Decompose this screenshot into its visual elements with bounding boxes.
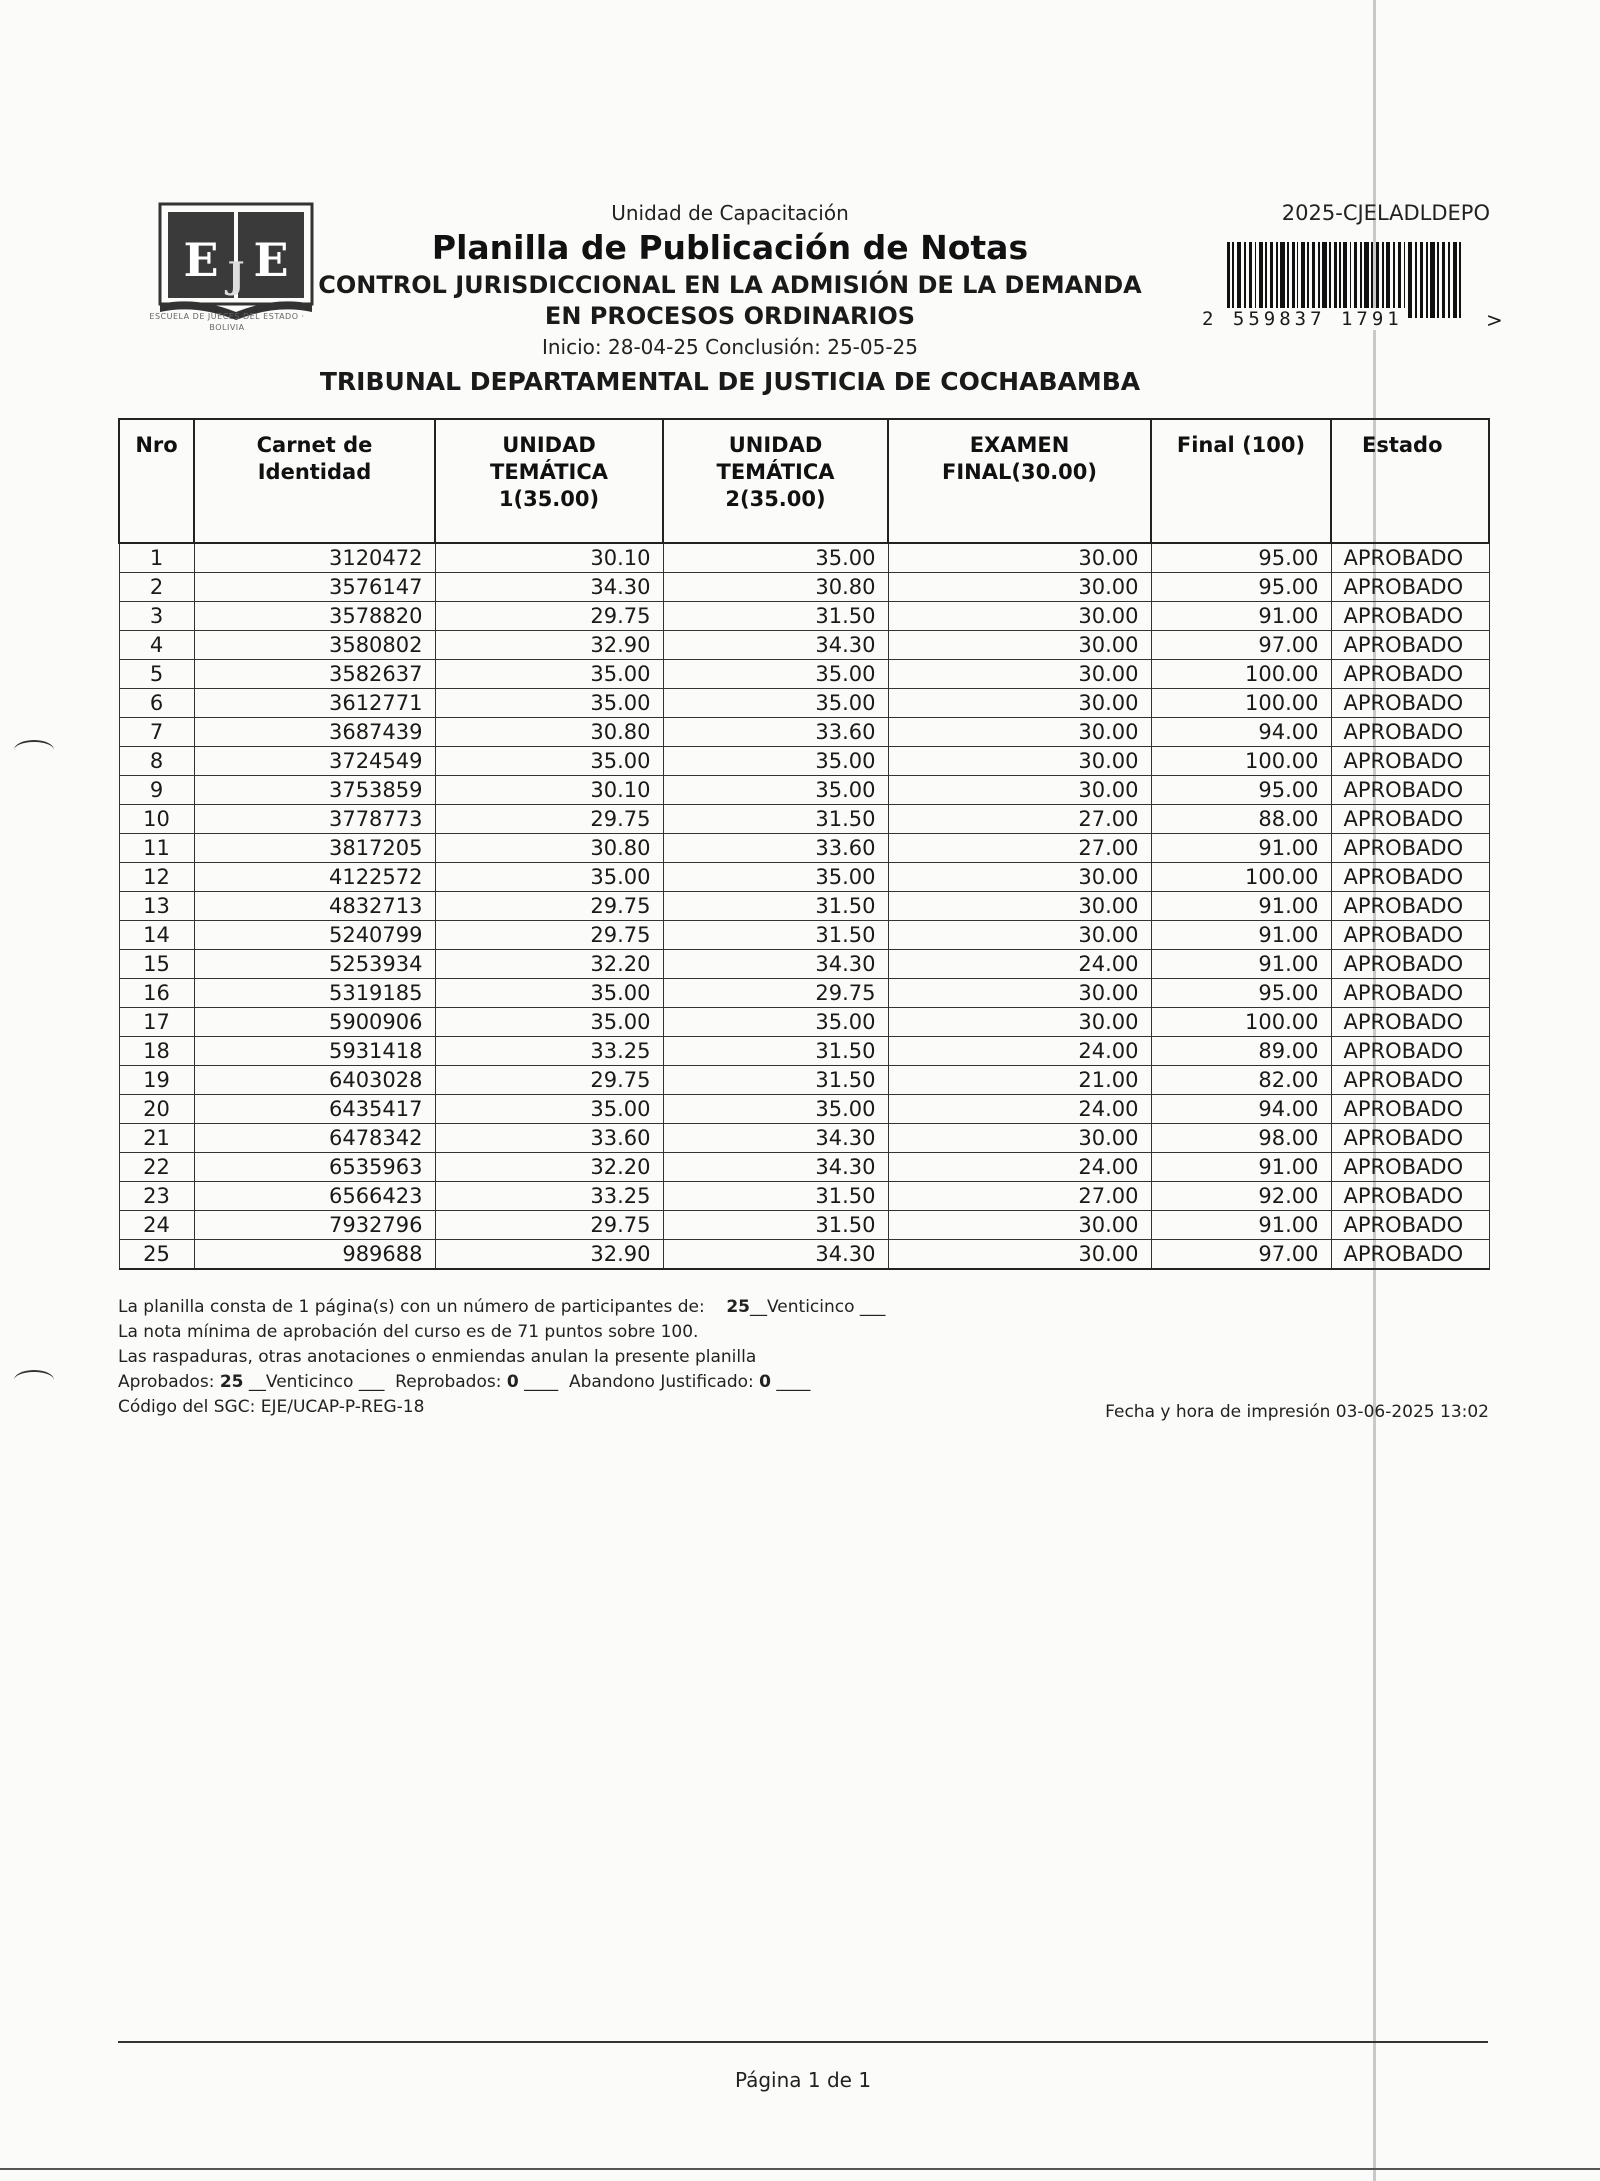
cell-unidad-tematica-2: 35.00: [663, 863, 888, 892]
cell-nro: 3: [119, 602, 194, 631]
cell-examen-final: 30.00: [888, 543, 1151, 573]
column-header-final: Final (100): [1151, 419, 1331, 543]
cell-unidad-tematica-2: 31.50: [663, 1182, 888, 1211]
cell-unidad-tematica-2: 31.50: [663, 1211, 888, 1240]
cell-carnet: 6403028: [194, 1066, 435, 1095]
cell-nro: 12: [119, 863, 194, 892]
cell-unidad-tematica-1: 35.00: [435, 863, 663, 892]
table-row: [119, 979, 1489, 1008]
cell-examen-final: 30.00: [888, 631, 1151, 660]
reprobados-label: Reprobados:: [395, 1372, 502, 1392]
cell-estado: APROBADO: [1331, 1066, 1489, 1095]
cell-unidad-tematica-1: 33.25: [435, 1182, 663, 1211]
cell-nro: 24: [119, 1211, 194, 1240]
cell-unidad-tematica-2: 31.50: [663, 1066, 888, 1095]
cell-unidad-tematica-1: 29.75: [435, 1066, 663, 1095]
cell-estado: APROBADO: [1331, 1182, 1489, 1211]
cell-nro: 5: [119, 660, 194, 689]
cell-examen-final: 27.00: [888, 1182, 1151, 1211]
table-row: [119, 602, 1489, 631]
cell-examen-final: 30.00: [888, 892, 1151, 921]
cell-estado: APROBADO: [1331, 543, 1489, 573]
cell-carnet: 6478342: [194, 1124, 435, 1153]
cell-final: 98.00: [1151, 1124, 1331, 1153]
cell-unidad-tematica-2: 35.00: [663, 747, 888, 776]
cell-carnet: 3753859: [194, 776, 435, 805]
table-row: [119, 1095, 1489, 1124]
cell-estado: APROBADO: [1331, 1153, 1489, 1182]
table-row: [119, 1008, 1489, 1037]
table-row: [119, 631, 1489, 660]
cell-unidad-tematica-2: 34.30: [663, 950, 888, 979]
cell-unidad-tematica-1: 35.00: [435, 747, 663, 776]
cell-carnet: 3120472: [194, 543, 435, 573]
cell-carnet: 3724549: [194, 747, 435, 776]
cell-estado: APROBADO: [1331, 979, 1489, 1008]
cell-final: 100.00: [1151, 689, 1331, 718]
cell-unidad-tematica-1: 32.90: [435, 1240, 663, 1270]
cell-unidad-tematica-1: 32.20: [435, 1153, 663, 1182]
cell-carnet: 6535963: [194, 1153, 435, 1182]
cell-estado: APROBADO: [1331, 1095, 1489, 1124]
participants-count-words: __Venticinco ___: [750, 1297, 886, 1317]
cell-final: 91.00: [1151, 950, 1331, 979]
cell-carnet: 3817205: [194, 834, 435, 863]
cell-examen-final: 24.00: [888, 1153, 1151, 1182]
cell-carnet: 3582637: [194, 660, 435, 689]
course-dates: Inicio: 28-04-25 Conclusión: 25-05-25: [541, 335, 919, 359]
cell-carnet: 5931418: [194, 1037, 435, 1066]
cell-carnet: 5900906: [194, 1008, 435, 1037]
cell-nro: 25: [119, 1240, 194, 1270]
cell-nro: 10: [119, 805, 194, 834]
cell-unidad-tematica-2: 31.50: [663, 602, 888, 631]
page-number: Página 1 de 1: [734, 2068, 872, 2092]
cell-unidad-tematica-1: 34.30: [435, 573, 663, 602]
column-header-examen-final: EXAMEN FINAL(30.00): [888, 419, 1151, 543]
cell-carnet: 7932796: [194, 1211, 435, 1240]
unit-name: Unidad de Capacitación: [611, 201, 849, 225]
table-row: [119, 1066, 1489, 1095]
grades-table-body: [119, 543, 1489, 1269]
cell-unidad-tematica-2: 34.30: [663, 1124, 888, 1153]
cell-nro: 13: [119, 892, 194, 921]
aprobados-label: Aprobados:: [118, 1372, 215, 1392]
cell-final: 91.00: [1151, 892, 1331, 921]
cell-examen-final: 30.00: [888, 921, 1151, 950]
cell-estado: APROBADO: [1331, 602, 1489, 631]
cell-final: 94.00: [1151, 1095, 1331, 1124]
cell-estado: APROBADO: [1331, 573, 1489, 602]
cell-estado: APROBADO: [1331, 921, 1489, 950]
cell-nro: 11: [119, 834, 194, 863]
cell-unidad-tematica-2: 31.50: [663, 1037, 888, 1066]
table-row: [119, 863, 1489, 892]
cell-examen-final: 30.00: [888, 689, 1151, 718]
cell-final: 91.00: [1151, 602, 1331, 631]
course-title-line-1: CONTROL JURISDICCIONAL EN LA ADMISIÓN DE LA DEMANDA: [318, 271, 1142, 299]
cell-unidad-tematica-2: 35.00: [663, 776, 888, 805]
cell-unidad-tematica-2: 35.00: [663, 1008, 888, 1037]
cell-estado: APROBADO: [1331, 776, 1489, 805]
table-row: [119, 1124, 1489, 1153]
table-row: [119, 1240, 1489, 1270]
cell-unidad-tematica-2: 33.60: [663, 718, 888, 747]
cell-examen-final: 24.00: [888, 1037, 1151, 1066]
sgc-code: Código del SGC: EJE/UCAP-P-REG-18: [118, 1397, 425, 1417]
cell-final: 94.00: [1151, 718, 1331, 747]
cell-nro: 23: [119, 1182, 194, 1211]
cell-examen-final: 30.00: [888, 979, 1151, 1008]
cell-unidad-tematica-1: 29.75: [435, 805, 663, 834]
cell-nro: 18: [119, 1037, 194, 1066]
cell-final: 89.00: [1151, 1037, 1331, 1066]
cell-nro: 17: [119, 1008, 194, 1037]
cell-unidad-tematica-1: 30.80: [435, 718, 663, 747]
cell-examen-final: 30.00: [888, 863, 1151, 892]
cell-carnet: 3580802: [194, 631, 435, 660]
cell-estado: APROBADO: [1331, 1240, 1489, 1270]
logo-letter-e1: E: [183, 233, 219, 287]
cell-unidad-tematica-2: 29.75: [663, 979, 888, 1008]
table-row: [119, 1182, 1489, 1211]
cell-unidad-tematica-1: 29.75: [435, 892, 663, 921]
cell-examen-final: 30.00: [888, 573, 1151, 602]
cell-estado: APROBADO: [1331, 1124, 1489, 1153]
cell-carnet: 6435417: [194, 1095, 435, 1124]
cell-nro: 1: [119, 543, 194, 573]
table-row: [119, 921, 1489, 950]
cell-carnet: 3778773: [194, 805, 435, 834]
results-summary: [118, 1372, 810, 1392]
cell-carnet: 3612771: [194, 689, 435, 718]
cell-estado: APROBADO: [1331, 689, 1489, 718]
cell-unidad-tematica-2: 34.30: [663, 1153, 888, 1182]
cell-examen-final: 24.00: [888, 1095, 1151, 1124]
cell-examen-final: 21.00: [888, 1066, 1151, 1095]
cell-examen-final: 27.00: [888, 834, 1151, 863]
cell-unidad-tematica-1: 33.25: [435, 1037, 663, 1066]
cell-unidad-tematica-1: 35.00: [435, 1008, 663, 1037]
cell-estado: APROBADO: [1331, 747, 1489, 776]
cell-nro: 7: [119, 718, 194, 747]
table-header-row: [119, 419, 1489, 543]
table-row: [119, 543, 1489, 573]
erasures-note: Las raspaduras, otras anotaciones o enmiendas anulan la presente planilla: [118, 1347, 757, 1367]
column-header-unidad-tematica-1: UNIDAD TEMÁTICA 1(35.00): [435, 419, 663, 543]
cell-carnet: 5319185: [194, 979, 435, 1008]
cell-nro: 2: [119, 573, 194, 602]
participants-note: [118, 1297, 885, 1317]
abandono-value: 0: [759, 1372, 771, 1392]
cell-examen-final: 30.00: [888, 1124, 1151, 1153]
cell-estado: APROBADO: [1331, 950, 1489, 979]
cell-examen-final: 24.00: [888, 950, 1151, 979]
cell-final: 82.00: [1151, 1066, 1331, 1095]
cell-nro: 15: [119, 950, 194, 979]
cell-examen-final: 30.00: [888, 1211, 1151, 1240]
cell-unidad-tematica-1: 35.00: [435, 979, 663, 1008]
barcode-arrow: >: [1486, 308, 1503, 332]
cell-unidad-tematica-2: 35.00: [663, 660, 888, 689]
cell-examen-final: 30.00: [888, 660, 1151, 689]
table-row: [119, 718, 1489, 747]
table-row: [119, 1211, 1489, 1240]
cell-carnet: 989688: [194, 1240, 435, 1270]
cell-estado: APROBADO: [1331, 834, 1489, 863]
cell-nro: 21: [119, 1124, 194, 1153]
cell-final: 100.00: [1151, 660, 1331, 689]
cell-estado: APROBADO: [1331, 805, 1489, 834]
cell-unidad-tematica-1: 29.75: [435, 1211, 663, 1240]
cell-final: 88.00: [1151, 805, 1331, 834]
tribunal-name: TRIBUNAL DEPARTAMENTAL DE JUSTICIA DE COCHABAMBA: [319, 367, 1141, 396]
cell-unidad-tematica-2: 34.30: [663, 631, 888, 660]
cell-unidad-tematica-2: 35.00: [663, 543, 888, 573]
cell-unidad-tematica-1: 29.75: [435, 921, 663, 950]
table-row: [119, 805, 1489, 834]
minimum-grade-note: La nota mínima de aprobación del curso es de 71 puntos sobre 100.: [118, 1322, 699, 1342]
cell-unidad-tematica-1: 35.00: [435, 1095, 663, 1124]
footer-divider: [118, 2041, 1488, 2043]
cell-unidad-tematica-1: 35.00: [435, 660, 663, 689]
table-row: [119, 950, 1489, 979]
table-row: [119, 689, 1489, 718]
cell-unidad-tematica-2: 31.50: [663, 892, 888, 921]
reprobados-value: 0: [506, 1372, 519, 1392]
cell-nro: 22: [119, 1153, 194, 1182]
cell-nro: 6: [119, 689, 194, 718]
cell-examen-final: 30.00: [888, 718, 1151, 747]
table-row: [119, 1153, 1489, 1182]
abandono-label: Abandono Justificado:: [568, 1372, 754, 1392]
cell-final: 100.00: [1151, 747, 1331, 776]
cell-final: 97.00: [1151, 1240, 1331, 1270]
cell-final: 95.00: [1151, 776, 1331, 805]
cell-carnet: 3576147: [194, 573, 435, 602]
table-row: [119, 776, 1489, 805]
logo-caption: ESCUELA DE JUECES DEL ESTADO · BOLIVIA: [149, 312, 305, 332]
cell-unidad-tematica-2: 31.50: [663, 921, 888, 950]
cell-estado: APROBADO: [1331, 1008, 1489, 1037]
cell-examen-final: 30.00: [888, 747, 1151, 776]
cell-nro: 20: [119, 1095, 194, 1124]
cell-unidad-tematica-1: 35.00: [435, 689, 663, 718]
cell-final: 100.00: [1151, 863, 1331, 892]
column-header-carnet: Carnet de Identidad: [194, 419, 435, 543]
cell-unidad-tematica-2: 34.30: [663, 1240, 888, 1270]
grades-table: [118, 418, 1490, 1270]
cell-final: 97.00: [1151, 631, 1331, 660]
cell-unidad-tematica-2: 33.60: [663, 834, 888, 863]
cell-unidad-tematica-1: 32.20: [435, 950, 663, 979]
document-code: 2025-CJELADLDEPO: [1281, 201, 1490, 225]
reprobados-blank: ____: [524, 1372, 559, 1392]
cell-carnet: 4122572: [194, 863, 435, 892]
logo-letter-e2: E: [253, 233, 289, 287]
cell-carnet: 6566423: [194, 1182, 435, 1211]
cell-final: 95.00: [1151, 543, 1331, 573]
print-datetime: Fecha y hora de impresión 03-06-2025 13:02: [1105, 1402, 1489, 1422]
cell-unidad-tematica-1: 29.75: [435, 602, 663, 631]
cell-unidad-tematica-2: 30.80: [663, 573, 888, 602]
cell-estado: APROBADO: [1331, 631, 1489, 660]
barcode-number: 2 559837 1791: [1198, 308, 1407, 330]
cell-final: 91.00: [1151, 834, 1331, 863]
cell-examen-final: 30.00: [888, 776, 1151, 805]
cell-nro: 4: [119, 631, 194, 660]
cell-unidad-tematica-2: 35.00: [663, 1095, 888, 1124]
cell-final: 95.00: [1151, 573, 1331, 602]
cell-estado: APROBADO: [1331, 892, 1489, 921]
punch-hole-mark: [14, 740, 54, 760]
column-header-estado: Estado: [1331, 419, 1489, 543]
cell-nro: 14: [119, 921, 194, 950]
page-title: Planilla de Publicación de Notas: [431, 228, 1029, 267]
cell-nro: 9: [119, 776, 194, 805]
cell-unidad-tematica-1: 33.60: [435, 1124, 663, 1153]
cell-estado: APROBADO: [1331, 1037, 1489, 1066]
cell-estado: APROBADO: [1331, 863, 1489, 892]
cell-carnet: 5240799: [194, 921, 435, 950]
aprobados-value: 25: [219, 1372, 244, 1392]
abandono-blank: ____: [776, 1372, 811, 1392]
cell-unidad-tematica-2: 31.50: [663, 805, 888, 834]
cell-carnet: 5253934: [194, 950, 435, 979]
cell-estado: APROBADO: [1331, 1211, 1489, 1240]
cell-unidad-tematica-1: 30.10: [435, 776, 663, 805]
cell-unidad-tematica-2: 35.00: [663, 689, 888, 718]
participants-note-text: La planilla consta de 1 página(s) con un número de participantes de:: [118, 1297, 705, 1317]
cell-estado: APROBADO: [1331, 718, 1489, 747]
cell-final: 92.00: [1151, 1182, 1331, 1211]
logo-letter-j: J: [227, 255, 245, 297]
column-header-unidad-tematica-2: UNIDAD TEMÁTICA 2(35.00): [663, 419, 888, 543]
aprobados-words: __Venticinco ___: [248, 1372, 385, 1392]
cell-final: 100.00: [1151, 1008, 1331, 1037]
cell-final: 95.00: [1151, 979, 1331, 1008]
cell-examen-final: 30.00: [888, 1008, 1151, 1037]
cell-unidad-tematica-1: 30.80: [435, 834, 663, 863]
table-row: [119, 892, 1489, 921]
participants-count: 25: [726, 1297, 750, 1317]
cell-final: 91.00: [1151, 921, 1331, 950]
punch-hole-mark: [14, 1370, 54, 1390]
cell-final: 91.00: [1151, 1153, 1331, 1182]
cell-carnet: 4832713: [194, 892, 435, 921]
cell-final: 91.00: [1151, 1211, 1331, 1240]
cell-examen-final: 27.00: [888, 805, 1151, 834]
cell-unidad-tematica-1: 30.10: [435, 543, 663, 573]
barcode: [1227, 242, 1461, 318]
column-header-nro: Nro: [119, 419, 194, 543]
table-row: [119, 660, 1489, 689]
scan-bottom-edge: [0, 2168, 1600, 2170]
cell-examen-final: 30.00: [888, 602, 1151, 631]
table-row: [119, 1037, 1489, 1066]
table-row: [119, 573, 1489, 602]
table-row: [119, 834, 1489, 863]
cell-unidad-tematica-1: 32.90: [435, 631, 663, 660]
cell-examen-final: 30.00: [888, 1240, 1151, 1270]
cell-estado: APROBADO: [1331, 660, 1489, 689]
cell-nro: 19: [119, 1066, 194, 1095]
cell-carnet: 3578820: [194, 602, 435, 631]
cell-carnet: 3687439: [194, 718, 435, 747]
cell-nro: 16: [119, 979, 194, 1008]
course-title-line-2: EN PROCESOS ORDINARIOS: [544, 302, 916, 330]
cell-nro: 8: [119, 747, 194, 776]
table-row: [119, 747, 1489, 776]
